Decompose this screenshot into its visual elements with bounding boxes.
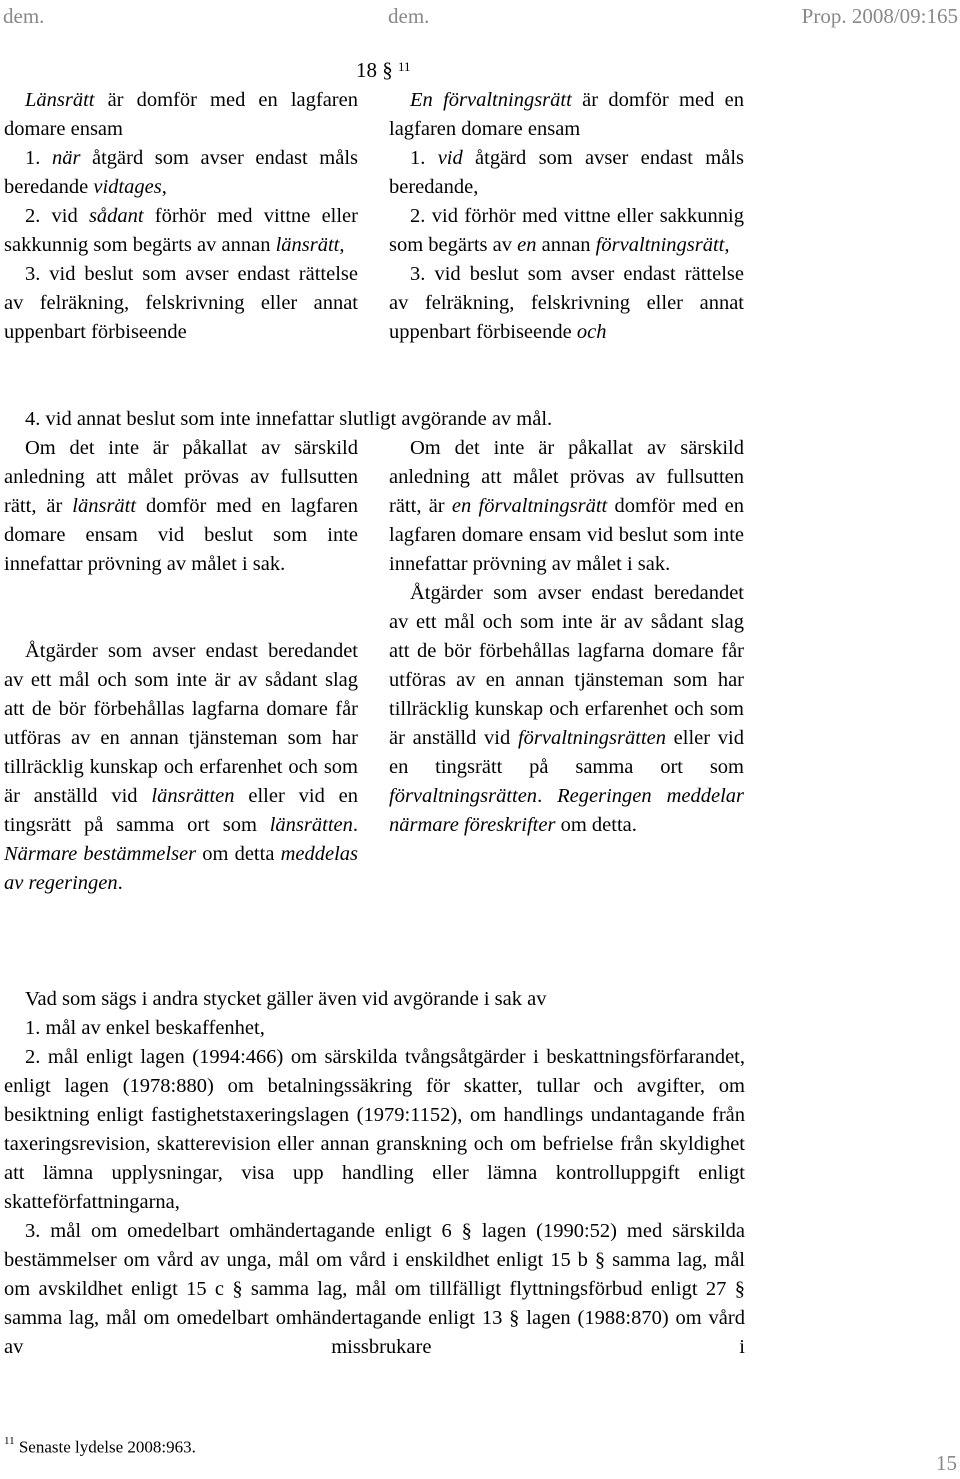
footnote-text: Senaste lydelse 2008:963. bbox=[14, 1437, 196, 1457]
right-column-part2 bbox=[389, 434, 744, 840]
common-section bbox=[4, 985, 745, 1362]
common-bullet-2: 2. mål enligt lagen (1994:466) om särskilda tvångsåtgärder i beskattningsförfarandet, enligt lagen (1978:880) om betalningssäkring för skatter, tullar och avgifter, om besiktning enligt fastighetstaxeringslagen (1979:1152), om handlings undantagande från taxeringsrevision, skatterevision eller annan granskning och om befrielse från skyldighet att lämna upplysningar, visa upp handling eller lämna kontrolluppgift enligt skatteförfattningarna, bbox=[4, 1046, 745, 1213]
header-right: Prop. 2008/09:165 bbox=[801, 4, 958, 28]
common-bullet-1: 1. mål av enkel beskaffenhet, bbox=[25, 1017, 265, 1039]
left-column-part3 bbox=[4, 637, 358, 898]
right-item-1: 1. vid åtgärd som avser endast måls beredande, bbox=[389, 147, 745, 198]
left-paragraph-2: Om det inte är påkallat av särskild anledning att målet prövas av fullsutten rätt, är länsrätt domför med en lagfaren domare ensam vid beslut som inte innefattar prövning av målet i sak. bbox=[4, 437, 358, 575]
common-item-4: 4. vid annat beslut som inte innefattar slutligt avgörande av mål. bbox=[25, 408, 553, 430]
right-paragraph-3: Åtgärder som avser endast beredandet av ett mål och som inte är av sådant slag att de bör förbehållas lagfarna domare får utföras av en annan tjänsteman som har tillräcklig kunskap och erfarenhet och som är anställd vid förvaltningsrätten eller vid en tingsrätt på samma ort som förvaltningsrätten. Regeringen meddelar närmare föreskrifter om detta. bbox=[389, 582, 745, 836]
right-item-3: 3. vid beslut som avser endast rättelse av felräkning, felskrivning eller annat uppenbart förbiseende och bbox=[389, 263, 744, 343]
page-number: 15 bbox=[936, 1451, 957, 1475]
right-item-2: 2. vid förhör med vittne eller sakkunnig som begärts av en annan förvaltningsrätt, bbox=[389, 205, 744, 256]
footnote-reference: 11 bbox=[398, 59, 411, 74]
left-item-1: 1. när åtgärd som avser endast måls beredande vidtages, bbox=[4, 147, 359, 198]
header-left: dem. bbox=[3, 4, 45, 28]
header-center: dem. bbox=[388, 4, 430, 28]
right-paragraph-2: Om det inte är påkallat av särskild anledning att målet prövas av fullsutten rätt, är en förvaltningsrätt domför med en lagfaren domare ensam vid beslut som inte innefattar prövning av målet i sak. bbox=[389, 437, 744, 575]
paragraph-number-text: 18 § bbox=[356, 58, 393, 82]
left-column-part2 bbox=[4, 434, 358, 579]
left-paragraph-3: Åtgärder som avser endast beredandet av ett mål och som inte är av sådant slag att de bör förbehållas lagfarna domare får utföras av en annan tjänsteman som har tillräcklig kunskap och erfarenhet och som är anställd vid länsrätten eller vid en tingsrätt på samma ort som länsrätten. Närmare bestämmelser om detta meddelas av regeringen. bbox=[4, 640, 358, 894]
common-bullet-3: 3. mål om omedelbart omhändertagande enligt 6 § lagen (1990:52) med särskilda bestämmelser om vård av unga, mål om vård i enskildhet enligt 15 b § samma lag, mål om avskildhet enligt 15 c § samma lag, mål om tillfälligt flyttningsförbud enligt 27 § samma lag, mål om omedelbart omhändertagande enligt 13 § lagen (1988:870) om vård av missbrukare i bbox=[4, 1220, 745, 1358]
right-column-part1 bbox=[389, 86, 744, 347]
footnote-number: 11 bbox=[4, 1435, 15, 1447]
running-header bbox=[0, 2, 960, 31]
paragraph-number bbox=[356, 56, 411, 85]
footnote bbox=[4, 1431, 196, 1460]
common-paragraph-4: Vad som sägs i andra stycket gäller även vid avgörande i sak av bbox=[25, 988, 547, 1010]
left-item-3: 3. vid beslut som avser endast rättelse av felräkning, felskrivning eller annat uppenbart förbiseende bbox=[4, 263, 358, 343]
left-intro: Länsrätt är domför med en lagfaren domare ensam bbox=[4, 89, 358, 140]
left-column-part1 bbox=[4, 86, 358, 347]
left-item-2: 2. vid sådant förhör med vittne eller sakkunnig som begärts av annan länsrätt, bbox=[4, 205, 358, 256]
right-intro: En förvaltningsrätt är domför med en lagfaren domare ensam bbox=[389, 89, 744, 140]
